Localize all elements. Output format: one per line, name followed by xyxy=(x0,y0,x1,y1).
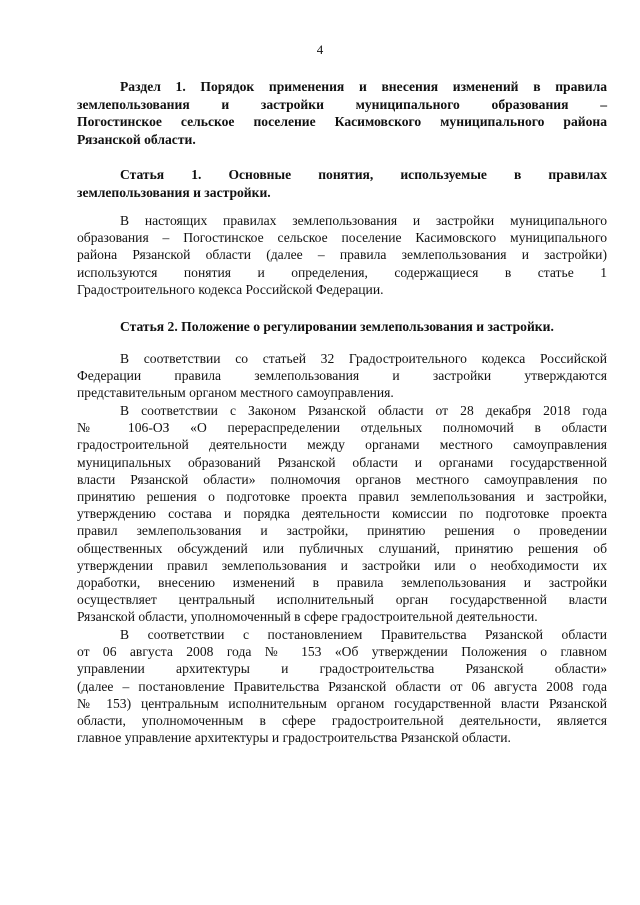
article-2-paragraph-3 xyxy=(77,626,607,746)
article-2-paragraph-2 xyxy=(77,402,607,626)
paragraph-line: градостроительной деятельности между органами местного самоуправления xyxy=(77,437,607,453)
paragraph-line: от 06 августа 2008 года № 153 «Об утверждении Положения о главном xyxy=(77,644,607,660)
article-2-paragraph-1 xyxy=(77,350,607,402)
paragraph-line: осуществляет центральный исполнительный орган государственной власти xyxy=(77,592,607,608)
paragraph-line: Градостроительного кодекса Российской Федерации. xyxy=(77,281,384,297)
paragraph-line: власти Рязанской области» полномочия органов местного самоуправления по xyxy=(77,471,607,487)
section-heading-line: Рязанской области. xyxy=(77,131,196,147)
section-heading-line: Раздел 1. Порядок применения и внесения изменений в правила xyxy=(120,79,607,94)
article-1-title xyxy=(77,166,607,201)
section-heading-line: землепользования и застройки муниципального образования – xyxy=(77,96,607,112)
paragraph-line: представительным органом местного самоуправления. xyxy=(77,385,394,401)
paragraph-line: В настоящих правилах землепользования и застройки муниципального xyxy=(120,213,607,228)
paragraph-line: В соответствии с постановлением Правительства Рязанской области xyxy=(120,627,607,642)
article-title-line: Статья 2. Положение о регулировании землепользования и застройки. xyxy=(120,319,554,334)
section-heading-line: Погостинское сельское поселение Касимовского муниципального района xyxy=(77,114,607,129)
article-title-line: Статья 1. Основные понятия, используемые в правилах xyxy=(120,167,607,182)
paragraph-line: области, уполномоченным в сфере градостроительной деятельности, является xyxy=(77,713,607,729)
paragraph-line: муниципальных образований Рязанской области и органами государственной xyxy=(77,454,607,470)
paragraph-line: № 106-ОЗ «О перераспределении отдельных полномочий в области xyxy=(77,420,607,436)
paragraph-line: Рязанской области, уполномоченный в сфере градостроительной деятельности. xyxy=(77,609,538,625)
paragraph-line: утверждении правил землепользования и застройки или о необходимости их xyxy=(77,557,607,573)
article-title-line: землепользования и застройки. xyxy=(77,184,271,200)
article-1-paragraph xyxy=(77,212,607,298)
paragraph-line: доработки, внесению изменений в правила землепользования и застройки xyxy=(77,575,607,591)
paragraph-line: главное управление архитектуры и градостроительства Рязанской области. xyxy=(77,730,511,746)
paragraph-line: образования – Погостинское сельское поселение Касимовского муниципального xyxy=(77,230,607,246)
paragraph-line: района Рязанской области (далее – правила землепользования и застройки) xyxy=(77,247,607,263)
paragraph-line: (далее – постановление Правительства Рязанской области от 06 августа 2008 года xyxy=(77,678,607,694)
paragraph-line: общественных обсуждений или публичных слушаний, принятию решения об xyxy=(77,540,607,556)
paragraph-line: принятию решения о подготовке проекта правил землепользования и застройки, xyxy=(77,489,607,505)
paragraph-line: управлении архитектуры и градостроительства Рязанской области» xyxy=(77,661,607,677)
paragraph-line: № 153) центральным исполнительным органом государственной власти Рязанской xyxy=(77,695,607,711)
paragraph-line: правил землепользования и застройки, принятию решения о проведении xyxy=(77,523,607,539)
paragraph-line: утверждению состава и порядка деятельности комиссии по подготовке проекта xyxy=(77,506,607,522)
page-number: 4 xyxy=(316,42,324,57)
paragraph-line: Федерации правила землепользования и застройки утверждаются xyxy=(77,368,607,384)
section-heading xyxy=(77,78,607,148)
paragraph-line: В соответствии со статьей 32 Градостроительного кодекса Российской xyxy=(120,351,607,366)
paragraph-line: используются понятия и определения, содержащиеся в статье 1 xyxy=(77,264,607,280)
paragraph-line: В соответствии с Законом Рязанской области от 28 декабря 2018 года xyxy=(120,403,607,418)
article-2-title xyxy=(77,318,607,336)
